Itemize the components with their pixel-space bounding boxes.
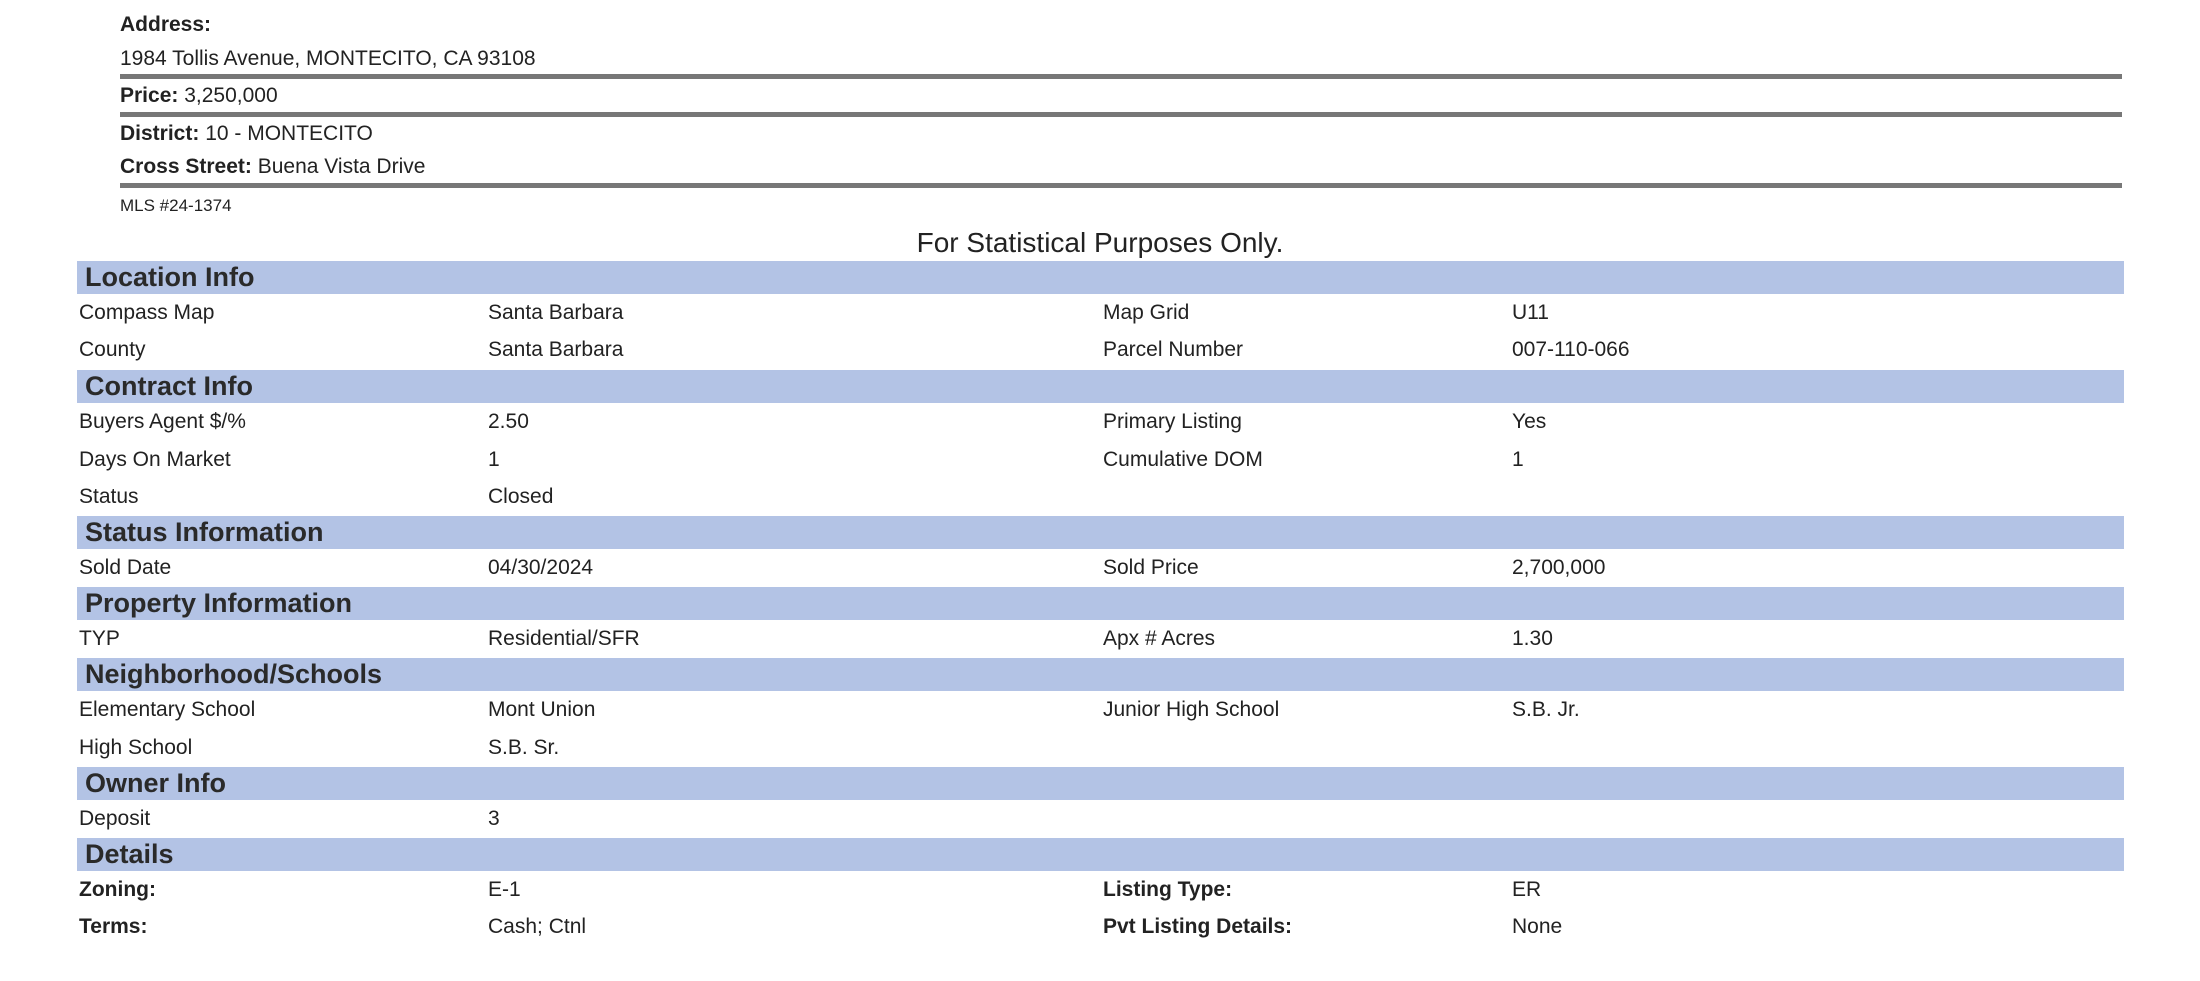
table-row: [0, 624, 2200, 654]
field-label: Deposit: [79, 807, 151, 830]
table-row: [0, 695, 2200, 725]
address-value: 1984 Tollis Avenue, MONTECITO, CA 93108: [120, 47, 536, 70]
table-row: [0, 335, 2200, 365]
field-label: Cumulative DOM: [1103, 448, 1263, 471]
field-value: S.B. Sr.: [488, 736, 560, 759]
district-value: 10 - MONTECITO: [205, 122, 373, 145]
field-label: Parcel Number: [1103, 338, 1244, 361]
field-value: Yes: [1512, 410, 1547, 433]
section-header-contract: [77, 370, 2124, 403]
table-row: [0, 733, 2200, 763]
field-value: 1: [488, 448, 500, 471]
section-title: Contract Info: [85, 371, 253, 401]
table-row: [0, 912, 2200, 942]
divider-rule: [120, 112, 2122, 117]
table-row: [0, 875, 2200, 905]
address-label: Address:: [120, 13, 212, 36]
divider-rule: [120, 183, 2122, 188]
field-label: Sold Date: [79, 556, 172, 579]
table-row: [0, 482, 2200, 512]
field-value: Santa Barbara: [488, 338, 624, 361]
field-value: 2,700,000: [1512, 556, 1606, 579]
section-title: Property Information: [85, 588, 353, 618]
district-label: District:: [120, 122, 200, 145]
section-title: Status Information: [85, 517, 324, 547]
table-row: [0, 553, 2200, 583]
field-label: Primary Listing: [1103, 410, 1242, 433]
section-header-location: [77, 261, 2124, 294]
field-value: Santa Barbara: [488, 301, 624, 324]
field-label: Pvt Listing Details:: [1103, 915, 1293, 938]
section-title: Details: [85, 839, 174, 869]
table-row: [0, 445, 2200, 475]
section-title: Location Info: [85, 262, 255, 292]
field-value: U11: [1512, 301, 1549, 324]
field-value: 3: [488, 807, 500, 830]
district-line: [120, 121, 2122, 147]
field-label: Junior High School: [1103, 698, 1280, 721]
field-label: Sold Price: [1103, 556, 1199, 579]
field-value: E-1: [488, 878, 521, 901]
field-label: County: [79, 338, 146, 361]
statistical-notice: For Statistical Purposes Only.: [916, 227, 1284, 258]
section-header-status: [77, 516, 2124, 549]
field-label: Buyers Agent $/%: [79, 410, 246, 433]
field-value: 1: [1512, 448, 1524, 471]
field-label: TYP: [79, 627, 120, 650]
field-label: Elementary School: [79, 698, 256, 721]
field-label: Apx # Acres: [1103, 627, 1216, 650]
field-value: 2.50: [488, 410, 529, 433]
mls-number: MLS #24-1374: [120, 196, 232, 215]
section-header-property: [77, 587, 2124, 620]
section-header-details: [77, 838, 2124, 871]
cross-street-label: Cross Street:: [120, 155, 252, 178]
cross-street-value: Buena Vista Drive: [257, 155, 426, 178]
price-line: [120, 83, 2122, 109]
field-value: 007-110-066: [1512, 338, 1630, 361]
table-row: [0, 407, 2200, 437]
field-value: Mont Union: [488, 698, 596, 721]
section-title: Owner Info: [85, 768, 226, 798]
field-label: Status: [79, 485, 139, 508]
cross-street-line: [120, 154, 2122, 180]
price-value: 3,250,000: [184, 84, 278, 107]
address-label-line: [120, 12, 2122, 38]
divider-rule: [120, 74, 2122, 79]
table-row: [0, 804, 2200, 834]
field-value: Residential/SFR: [488, 627, 640, 650]
field-label: Days On Market: [79, 448, 231, 471]
field-value: Closed: [488, 485, 554, 508]
field-value: Cash; Ctnl: [488, 915, 587, 938]
field-label: Zoning:: [79, 878, 156, 901]
section-title: Neighborhood/Schools: [85, 659, 382, 689]
field-label: Listing Type:: [1103, 878, 1233, 901]
field-label: Compass Map: [79, 301, 215, 324]
field-value: ER: [1512, 878, 1542, 901]
field-label: Map Grid: [1103, 301, 1190, 324]
field-label: Terms:: [79, 915, 148, 938]
section-header-schools: [77, 658, 2124, 691]
field-value: 04/30/2024: [488, 556, 594, 579]
section-header-owner: [77, 767, 2124, 800]
table-row: [0, 298, 2200, 328]
field-value: 1.30: [1512, 627, 1553, 650]
field-value: None: [1512, 915, 1563, 938]
price-label: Price:: [120, 84, 179, 107]
field-label: High School: [79, 736, 193, 759]
field-value: S.B. Jr.: [1512, 698, 1580, 721]
